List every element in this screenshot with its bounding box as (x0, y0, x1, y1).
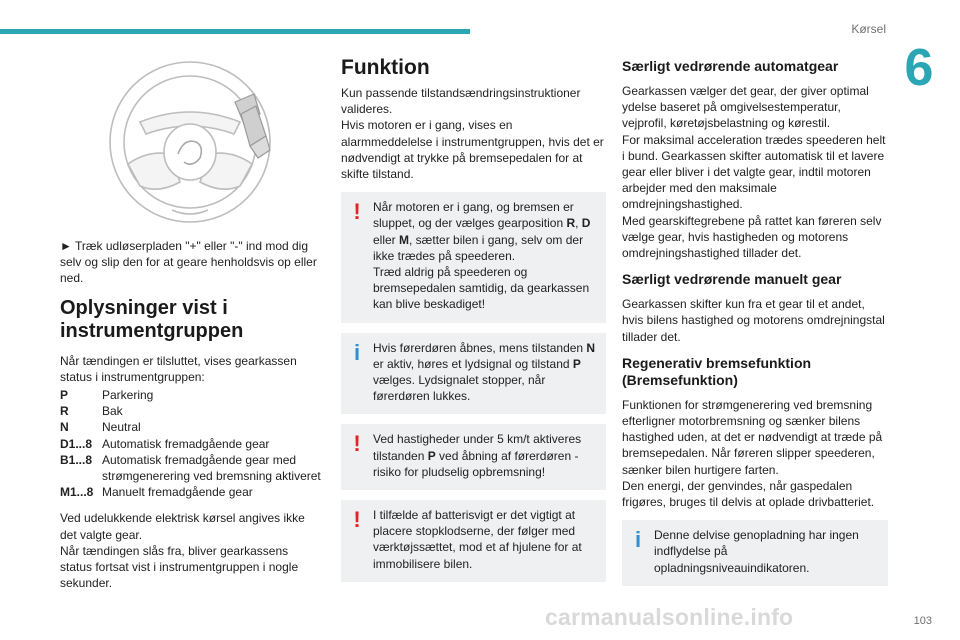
gear-p: P (572, 356, 581, 371)
chapter-number: 6 (904, 39, 934, 97)
note-text: Når motoren er i gang, og bremsen er sluppet, og der vælges gearposition (373, 200, 574, 231)
note-text: , sætter bilen i gang, selv om der ikke trædes på speederen. (373, 232, 584, 263)
note-text: Denne delvise genopladning har ingen indflydelse på opladningsniveauindikatoren. (654, 528, 859, 575)
table-row (60, 452, 322, 484)
warning-icon: ! (353, 199, 361, 225)
table-row (60, 436, 322, 452)
note-text: vælges. Lydsignalet stopper, når førerdøren lukkes. (373, 373, 546, 404)
heading-function: Funktion (341, 56, 430, 79)
gear-description: Automatisk fremadgående gear (102, 436, 270, 451)
steering-wheel-illustration (88, 54, 293, 224)
note-text: eller (373, 232, 400, 247)
info-note-charge-indicator (622, 520, 888, 586)
gear-code: D1...8 (60, 436, 93, 451)
gear-n: N (586, 340, 596, 355)
heading-manual-gear: Særligt vedrørende manuelt gear (622, 271, 842, 288)
header-accent-bar (0, 29, 470, 34)
info-icon: i (634, 527, 642, 553)
paddle-instruction: ► Træk udløserpladen "+" eller "-" ind mod dig selv og slip den for at geare henholdsvis op eller ned. (60, 239, 317, 286)
electric-mode-note: Ved udelukkende elektrisk kørsel angives ikke det valgte gear. (60, 511, 305, 542)
table-row (60, 419, 322, 435)
gear-description: Automatisk fremadgående gear med strømgenerering ved bremsning aktiveret (102, 452, 321, 484)
manual-paragraph: Gearkassen skifter kun fra et gear til et andet, hvis bilens hastighed og motorens omdrejningstal tillader det. (622, 297, 885, 344)
page-number: 103 (913, 615, 932, 627)
warning-note-creep (341, 192, 606, 322)
regen-paragraph-1: Funktionen for strømgenerering ved bremsning efterligner motorbremsning og sænker bilens hastighed uden, at det er nødvendigt at træde på bremsepedalen. Når føreren slipper speederen, sænker bilen hurtigere farten. (622, 397, 883, 477)
gear-description: Neutral (102, 420, 141, 435)
section-title: Kørsel (851, 22, 886, 36)
gear-status-intro: Når tændingen er tilsluttet, vises gearkassen status i instrumentgruppen: (60, 353, 297, 384)
note-text: ved åbning af førerdøren - risiko for pludselig opbremsning! (373, 448, 579, 479)
auto-paragraph-3: Med gearskiftegrebene på rattet kan føreren selv vælge gear, hvis hastigheden og motorens omdrejningshastighed tillader det. (622, 213, 882, 261)
warning-icon: ! (353, 431, 361, 457)
function-paragraph-1: Kun passende tilstandsændringsinstruktioner valideres. (341, 86, 581, 117)
warning-icon: ! (353, 507, 361, 533)
info-note-driver-door (341, 333, 606, 415)
heading-instrument-display: Oplysninger vist i instrumentgruppen (60, 296, 244, 342)
gear-code: M1...8 (60, 485, 94, 500)
column-right (622, 56, 888, 596)
note-text: Hvis førerdøren åbnes, mens tilstanden (373, 340, 587, 355)
column-left (60, 238, 322, 601)
table-row (60, 484, 322, 500)
warning-note-low-speed (341, 424, 606, 490)
heading-automatic-gear: Særligt vedrørende automatgear (622, 58, 839, 74)
gear-description: Parkering (102, 388, 154, 403)
gear-d: D (581, 216, 591, 231)
warning-note-battery (341, 500, 606, 582)
gear-code: B1...8 (60, 452, 93, 467)
gear-r: R (566, 216, 576, 231)
gear-description: Bak (102, 404, 123, 419)
note-text: I tilfælde af batterisvigt er det vigtigt at placere stopklodserne, der følger med værktøjssættet, mod et af hjulene for at immobilisere bilen. (373, 508, 582, 571)
gear-code: R (60, 404, 69, 419)
table-row (60, 387, 322, 403)
ignition-off-note: Når tændingen slås fra, bliver gearkassens status fortsat vist i instrumentgruppen i nogle sekunder. (60, 543, 299, 591)
heading-regenerative-braking: Regenerativ bremsefunktion (Bremsefunktion) (622, 354, 812, 388)
gear-p: P (427, 448, 436, 463)
gear-m: M (399, 232, 410, 247)
regen-paragraph-2: Den energi, der genvindes, når gaspedalen frigøres, bruges til delvis at oplade drivbatteriet. (622, 478, 875, 510)
gear-code: P (60, 388, 69, 403)
watermark: carmanualsonline.info (545, 604, 794, 630)
note-text: Træd aldrig på speederen og bremsepedalen samtidig, da gearkassen kan blive beskadiget! (373, 265, 590, 312)
gear-description: Manuelt fremadgående gear (102, 485, 253, 500)
note-text: er aktiv, høres et lydsignal og tilstand (373, 356, 573, 371)
note-text: , (575, 216, 582, 231)
auto-paragraph-2: For maksimal acceleration trædes speederen helt i bund. Gearkassen skifter automatisk til et lavere gear eller bliver i det valgte gear, indtil motoren arbejder med den maksimale omdrejningshastighed. (622, 132, 886, 212)
gear-code: N (60, 420, 69, 435)
info-icon: i (353, 339, 361, 365)
gear-status-table (60, 387, 322, 500)
table-row (60, 403, 322, 419)
function-paragraph-2: Hvis motoren er i gang, vises en alarmmeddelelse i instrumentgruppen, hvis det er nødvendigt at trykke på bremsepedalen for at skifte tilstand. (341, 118, 604, 182)
note-text: Ved hastigheder under 5 km/t aktiveres tilstanden (373, 432, 582, 463)
column-middle (341, 56, 606, 592)
auto-paragraph-1: Gearkassen vælger det gear, der giver optimal ydelse baseret på omgivelsestemperatur, vejprofil, køretøjsbelastning og kørestil. (622, 84, 869, 131)
